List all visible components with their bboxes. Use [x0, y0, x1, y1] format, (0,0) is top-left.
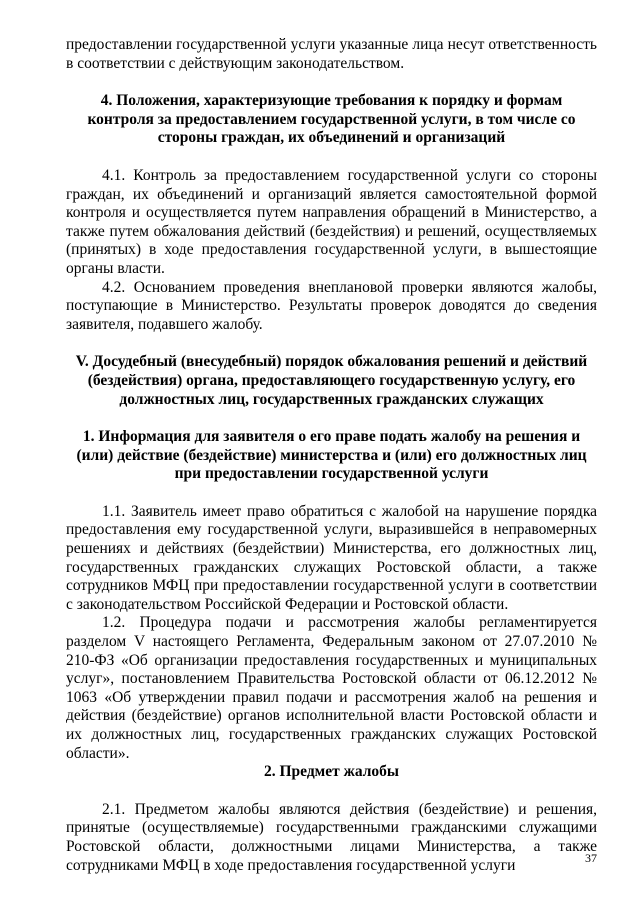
page-body: [66, 36, 597, 875]
paragraph-1-2: 1.2. Процедура подачи и рассмотрения жалобы регламентируется разделом V настоящего Регламента, Федеральным законом от 27.07.2010 № 210-ФЗ «Об организации предоставления государственных и муниципальных услуг», постановлением Правительства Ростовской области от 06.12.2012 № 1063 «Об утверждении правил подачи и рассмотрения жалоб на решения и действия (бездействие) органов исполнительной власти Ростовской области и их должностных лиц, государственных гражданских служащих Ростовской области».: [66, 614, 597, 762]
section-4-heading: 4. Положения, характеризующие требования к порядку и формам контроля за предоставлением государственной услуги, в том числе со стороны граждан, их объединений и организаций: [87, 92, 576, 147]
paragraph-4-1: 4.1. Контроль за предоставлением государственной услуги со стороны граждан, их объединений и организаций является самостоятельной формой контроля и осуществляется путем направления обращений в Министерство, а также путем обжалования действий (бездействия) и решений, осуществляемых (принятых) в ходе предоставления государственной услуги, в вышестоящие органы власти.: [66, 166, 597, 277]
continued-paragraph: предоставлении государственной услуги указанные лица несут ответственность в соответствии с действующим законодательством.: [66, 36, 597, 72]
subsection-1-heading: 1. Информация для заявителя о его праве подать жалобу на решения и (или) действие (бездействие) министерства и (или) его должностных лиц при предоставлении государственной услуги: [76, 428, 587, 483]
paragraph-2-1: 2.1. Предметом жалобы являются действия (бездействие) и решения, принятые (осуществляемые) государственными гражданскими служащими Ростовской области, должностными лицами Министерства, а также сотрудниками МФЦ в ходе предоставления государственной услуги: [66, 800, 597, 874]
paragraph-4-2: 4.2. Основанием проведения внеплановой проверки являются жалобы, поступающие в Министерство. Результаты проверок доводятся до сведения заявителя, подавшего жалобу.: [66, 278, 597, 333]
subsection-2-heading: 2. Предмет жалобы: [263, 763, 400, 781]
section-5-heading: V. Досудебный (внесудебный) порядок обжалования решений и действий (бездействия) органа, предоставляющего государственную услугу, его должностных лиц, государственных гражданских служащих: [75, 353, 588, 408]
paragraph-1-1: 1.1. Заявитель имеет право обратиться с жалобой на нарушение порядка предоставления ему государственной услуги, выразившейся в неправомерных решениях и действиях (бездействии) Министерства, его должностных лиц, государственных гражданских служащих Ростовской области, а также сотрудников МФЦ при предоставлении государственной услуги в соответствии с законодательством Российской Федерации и Ростовской области.: [66, 502, 597, 613]
page-number: 37: [585, 851, 597, 865]
